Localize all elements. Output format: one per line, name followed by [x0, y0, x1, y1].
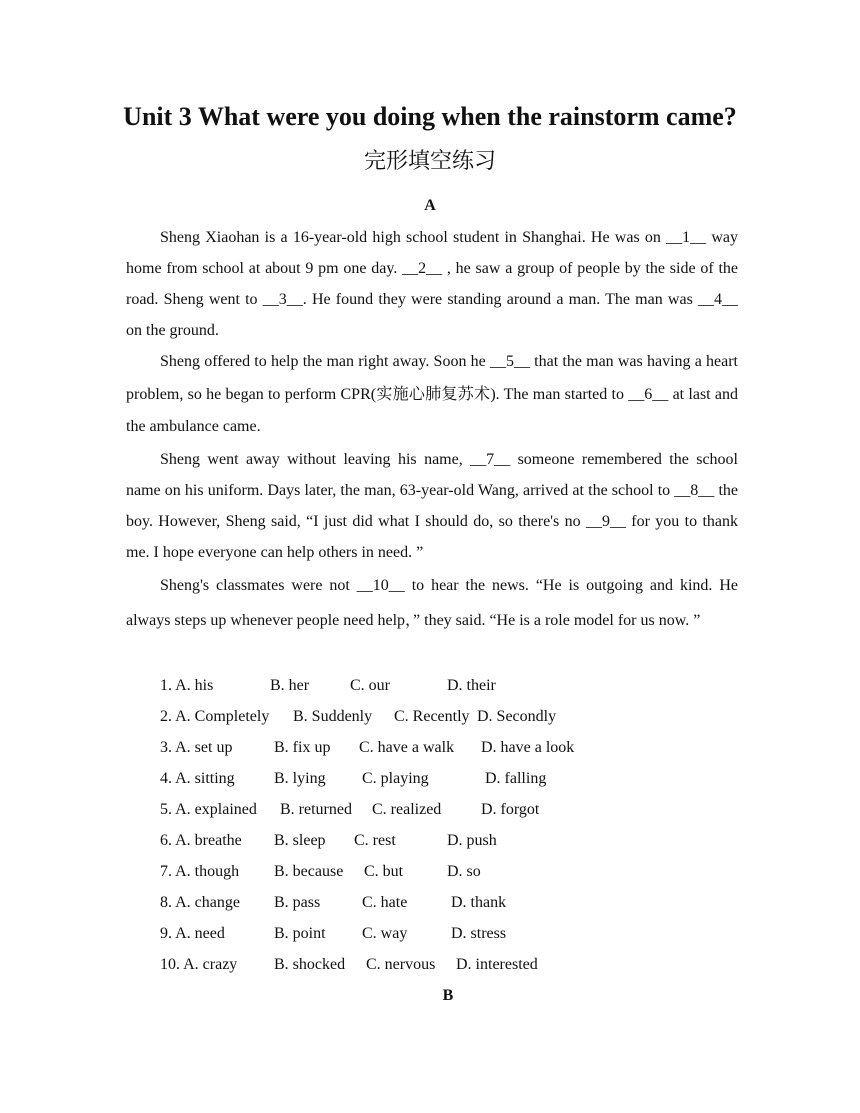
option-c: C. Recently [394, 708, 470, 725]
passage-a [126, 222, 738, 638]
option-d: D. their [447, 677, 496, 694]
paragraph-4: Sheng's classmates were not __10__ to hear the news. “He is outgoing and kind. He always steps up whenever people need help，” they said. “He is a role model for us now. ” [126, 576, 738, 629]
document-subtitle: 完形填空练习 [363, 149, 496, 174]
option-b: B. fix up [274, 739, 331, 756]
paragraph-1: Sheng Xiaohan is a 16-year-old high school student in Shanghai. He was on __1__ way home from school at about 9 pm one day. __2__ , he saw a group of people by the side of the road. Sheng went to __3__. He found they were standing around a man. The man was __4__ on the ground. [126, 229, 738, 339]
option-d: D. falling [485, 770, 547, 787]
option-b: B. because [274, 863, 344, 880]
option-b: B. point [274, 925, 326, 942]
option-d: D. have a look [481, 739, 575, 756]
option-d: D. forgot [481, 801, 540, 818]
option-c: C. way [362, 925, 408, 942]
option-b: B. Suddenly [293, 708, 373, 725]
option-c: C. our [350, 677, 390, 694]
section-b-label: B [442, 987, 454, 1004]
option-d: D. interested [456, 956, 538, 973]
option-a: 9. A. need [160, 925, 225, 942]
option-c: C. have a walk [359, 739, 455, 756]
option-d: D. stress [451, 925, 507, 942]
option-c: C. nervous [366, 956, 436, 973]
option-b: B. lying [274, 770, 326, 787]
option-b: B. shocked [274, 956, 346, 973]
option-d: D. so [447, 863, 481, 880]
option-d: D. thank [451, 894, 507, 911]
option-d: D. Secondly [477, 708, 557, 725]
option-b: B. sleep [274, 832, 326, 849]
section-a-label: A [424, 197, 436, 214]
paragraph-2: Sheng offered to help the man right away. Soon he __5__ that the man was having a heart problem, so he began to perform CPR(实施心肺复苏术). The man started to __6__ at last and the ambulance came. [126, 353, 738, 435]
option-a: 6. A. breathe [160, 832, 242, 849]
option-a: 8. A. change [160, 894, 240, 911]
option-c: C. playing [362, 770, 429, 787]
option-c: C. rest [354, 832, 396, 849]
option-a: 7. A. though [160, 863, 240, 880]
option-b: B. her [270, 677, 310, 694]
option-b: B. returned [280, 801, 352, 818]
option-a: 10. A. crazy [160, 956, 238, 973]
option-a: 5. A. explained [160, 801, 257, 818]
option-c: C. hate [362, 894, 408, 911]
paragraph-3: Sheng went away without leaving his name, __7__ someone remembered the school name on his uniform. Days later, the man, 63-year-old Wang, arrived at the school to __8__ the boy. However, Sheng said, “I just did what I should do, so there's no __9__ for you to thank me. I hope everyone can help others in need. ” [126, 450, 738, 561]
option-a: 2. A. Completely [160, 708, 270, 725]
option-a: 3. A. set up [160, 739, 233, 756]
option-c: C. realized [372, 801, 442, 818]
option-c: C. but [364, 863, 404, 880]
option-a: 4. A. sitting [160, 770, 235, 787]
option-d: D. push [447, 832, 497, 849]
option-a: 1. A. his [160, 677, 214, 694]
document-title: Unit 3 What were you doing when the rainstorm came? [123, 102, 737, 131]
option-b: B. pass [274, 894, 321, 911]
